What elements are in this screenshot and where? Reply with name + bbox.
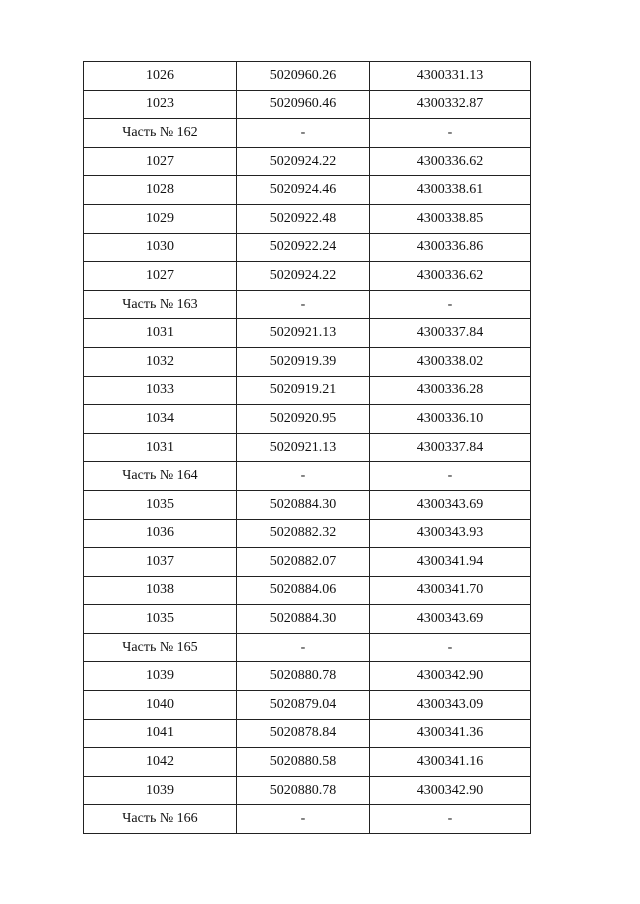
- x-coordinate-cell: 5020922.24: [237, 233, 370, 262]
- y-coordinate-cell: -: [370, 290, 531, 319]
- y-coordinate-cell: 4300338.61: [370, 176, 531, 205]
- x-coordinate-cell: -: [237, 119, 370, 148]
- y-coordinate-cell: 4300336.86: [370, 233, 531, 262]
- y-coordinate-cell: 4300343.93: [370, 519, 531, 548]
- x-coordinate-cell: 5020884.06: [237, 576, 370, 605]
- x-coordinate-cell: 5020924.22: [237, 262, 370, 291]
- table-row: [84, 776, 531, 805]
- part-label-cell: Часть № 163: [84, 290, 237, 319]
- y-coordinate-cell: 4300336.62: [370, 262, 531, 291]
- part-header-row: [84, 290, 531, 319]
- x-coordinate-cell: -: [237, 462, 370, 491]
- table-row: [84, 748, 531, 777]
- y-coordinate-cell: -: [370, 633, 531, 662]
- table-row: [84, 62, 531, 91]
- x-coordinate-cell: 5020920.95: [237, 405, 370, 434]
- table-row: [84, 90, 531, 119]
- table-row: [84, 719, 531, 748]
- x-coordinate-cell: -: [237, 633, 370, 662]
- point-number-cell: 1039: [84, 776, 237, 805]
- point-number-cell: 1031: [84, 433, 237, 462]
- y-coordinate-cell: 4300331.13: [370, 62, 531, 91]
- x-coordinate-cell: 5020879.04: [237, 691, 370, 720]
- y-coordinate-cell: 4300341.16: [370, 748, 531, 777]
- y-coordinate-cell: 4300336.28: [370, 376, 531, 405]
- part-label-cell: Часть № 165: [84, 633, 237, 662]
- table-row: [84, 147, 531, 176]
- table-row: [84, 319, 531, 348]
- point-number-cell: 1029: [84, 204, 237, 233]
- x-coordinate-cell: -: [237, 805, 370, 834]
- x-coordinate-cell: 5020924.46: [237, 176, 370, 205]
- part-label-cell: Часть № 162: [84, 119, 237, 148]
- x-coordinate-cell: 5020882.32: [237, 519, 370, 548]
- x-coordinate-cell: 5020921.13: [237, 433, 370, 462]
- x-coordinate-cell: 5020919.39: [237, 347, 370, 376]
- y-coordinate-cell: 4300337.84: [370, 319, 531, 348]
- y-coordinate-cell: 4300338.02: [370, 347, 531, 376]
- x-coordinate-cell: 5020921.13: [237, 319, 370, 348]
- table-row: [84, 691, 531, 720]
- y-coordinate-cell: 4300341.94: [370, 548, 531, 577]
- part-header-row: [84, 633, 531, 662]
- point-number-cell: 1035: [84, 490, 237, 519]
- point-number-cell: 1037: [84, 548, 237, 577]
- point-number-cell: 1031: [84, 319, 237, 348]
- table-row: [84, 176, 531, 205]
- x-coordinate-cell: 5020880.78: [237, 776, 370, 805]
- x-coordinate-cell: 5020960.26: [237, 62, 370, 91]
- x-coordinate-cell: 5020922.48: [237, 204, 370, 233]
- y-coordinate-cell: 4300336.62: [370, 147, 531, 176]
- y-coordinate-cell: -: [370, 462, 531, 491]
- x-coordinate-cell: 5020919.21: [237, 376, 370, 405]
- x-coordinate-cell: 5020880.58: [237, 748, 370, 777]
- x-coordinate-cell: 5020960.46: [237, 90, 370, 119]
- y-coordinate-cell: 4300343.09: [370, 691, 531, 720]
- table-row: [84, 662, 531, 691]
- y-coordinate-cell: 4300341.36: [370, 719, 531, 748]
- point-number-cell: 1027: [84, 147, 237, 176]
- point-number-cell: 1041: [84, 719, 237, 748]
- table-row: [84, 233, 531, 262]
- y-coordinate-cell: 4300332.87: [370, 90, 531, 119]
- y-coordinate-cell: -: [370, 805, 531, 834]
- table-row: [84, 576, 531, 605]
- point-number-cell: 1038: [84, 576, 237, 605]
- y-coordinate-cell: 4300341.70: [370, 576, 531, 605]
- point-number-cell: 1023: [84, 90, 237, 119]
- point-number-cell: 1035: [84, 605, 237, 634]
- x-coordinate-cell: 5020880.78: [237, 662, 370, 691]
- table-row: [84, 347, 531, 376]
- part-label-cell: Часть № 164: [84, 462, 237, 491]
- coordinates-table-body: [84, 62, 531, 834]
- table-row: [84, 262, 531, 291]
- table-row: [84, 490, 531, 519]
- part-header-row: [84, 119, 531, 148]
- point-number-cell: 1042: [84, 748, 237, 777]
- y-coordinate-cell: -: [370, 119, 531, 148]
- x-coordinate-cell: 5020924.22: [237, 147, 370, 176]
- x-coordinate-cell: 5020884.30: [237, 605, 370, 634]
- y-coordinate-cell: 4300342.90: [370, 776, 531, 805]
- table-row: [84, 519, 531, 548]
- coordinates-table: [83, 61, 531, 834]
- part-label-cell: Часть № 166: [84, 805, 237, 834]
- part-header-row: [84, 805, 531, 834]
- x-coordinate-cell: 5020878.84: [237, 719, 370, 748]
- point-number-cell: 1027: [84, 262, 237, 291]
- table-row: [84, 405, 531, 434]
- point-number-cell: 1039: [84, 662, 237, 691]
- point-number-cell: 1028: [84, 176, 237, 205]
- table-row: [84, 605, 531, 634]
- table-row: [84, 433, 531, 462]
- table-row: [84, 204, 531, 233]
- x-coordinate-cell: 5020884.30: [237, 490, 370, 519]
- point-number-cell: 1034: [84, 405, 237, 434]
- table-row: [84, 376, 531, 405]
- y-coordinate-cell: 4300338.85: [370, 204, 531, 233]
- point-number-cell: 1032: [84, 347, 237, 376]
- y-coordinate-cell: 4300337.84: [370, 433, 531, 462]
- x-coordinate-cell: 5020882.07: [237, 548, 370, 577]
- y-coordinate-cell: 4300343.69: [370, 490, 531, 519]
- point-number-cell: 1040: [84, 691, 237, 720]
- part-header-row: [84, 462, 531, 491]
- y-coordinate-cell: 4300343.69: [370, 605, 531, 634]
- y-coordinate-cell: 4300336.10: [370, 405, 531, 434]
- table-row: [84, 548, 531, 577]
- point-number-cell: 1036: [84, 519, 237, 548]
- x-coordinate-cell: -: [237, 290, 370, 319]
- point-number-cell: 1026: [84, 62, 237, 91]
- point-number-cell: 1033: [84, 376, 237, 405]
- point-number-cell: 1030: [84, 233, 237, 262]
- y-coordinate-cell: 4300342.90: [370, 662, 531, 691]
